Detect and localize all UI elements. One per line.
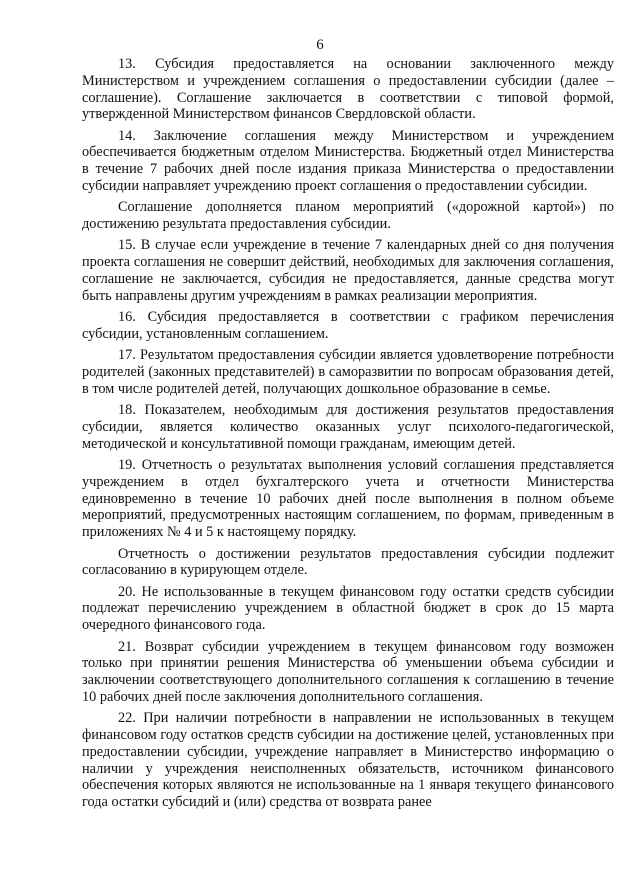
paragraph-14-addendum: Соглашение дополняется планом мероприятий («дорожной картой») по достижению результата предоставления субсидии.	[82, 199, 614, 233]
paragraph-22: 22. При наличии потребности в направлении не использованных в текущем финансовом году остатков средств субсидии на достижение целей, установленных при предоставлении субсидии, учреждение направляет в Министерство информацию о наличии у учреждения неисполненных обязательств, источником финансового обеспечения которых являются не использованные на 1 января текущего финансового года остатки субсидий и (или) средства от возврата ранее	[82, 710, 614, 811]
paragraph-15: 15. В случае если учреждение в течение 7 календарных дней со дня получения проекта соглашения не совершит действий, необходимых для заключения соглашения, соглашение не заключается, субсидия не предоставляется, данные средства могут быть направлены другим учреждениям в рамках реализации мероприятия.	[82, 237, 614, 304]
page-number: 6	[316, 37, 324, 53]
paragraph-20: 20. Не использованные в текущем финансовом году остатки средств субсидии подлежат перечислению учреждением в областной бюджет в срок до 15 марта очередного финансового года.	[82, 583, 614, 634]
paragraph-21: 21. Возврат субсидии учреждением в текущем финансовом году возможен только при принятии решения Министерства об уменьшении объема субсидии и заключении соответствующего дополнительного соглашения к соглашению в течение 10 рабочих дней после заключения дополнительного соглашения.	[82, 638, 614, 705]
paragraph-18: 18. Показателем, необходимым для достижения результатов предоставления субсидии, является количество оказанных услуг психолого-педагогической, методической и консультативной помощи гражданам, имеющим детей.	[82, 402, 614, 452]
paragraph-19-addendum: Отчетность о достижении результатов предоставления субсидии подлежит согласованию в курирующем отделе.	[82, 545, 614, 579]
paragraph-16: 16. Субсидия предоставляется в соответствии с графиком перечисления субсидии, установленным соглашением.	[82, 309, 614, 342]
document-body	[82, 56, 614, 815]
paragraph-17: 17. Результатом предоставления субсидии является удовлетворение потребности родителей (законных представителей) в саморазвитии по вопросам образования детей, в том числе родителей детей, получающих дошкольное образование в семье.	[82, 347, 614, 397]
paragraph-13: 13. Субсидия предоставляется на основании заключенного между Министерством и учреждением соглашения о предоставлении субсидии (далее – соглашение). Соглашение заключается в соответствии с типовой формой, утвержденной Министерством финансов Свердловской области.	[82, 56, 614, 123]
paragraph-19: 19. Отчетность о результатах выполнения условий соглашения представляется учреждением в отдел бухгалтерского учета и отчетности Министерства единовременно в течение 10 рабочих дней после выполнения в полном объеме мероприятий, предусмотренных настоящим соглашением, по формам, приведенным в приложениях № 4 и 5 к настоящему порядку.	[82, 457, 614, 541]
paragraph-14: 14. Заключение соглашения между Министерством и учреждением обеспечивается бюджетным отделом Министерства. Бюджетный отдел Министерства в течение 7 рабочих дней после издания приказа Министерства о предоставлении субсидии направляет учреждению проект соглашения о предоставлении субсидии.	[82, 127, 614, 195]
